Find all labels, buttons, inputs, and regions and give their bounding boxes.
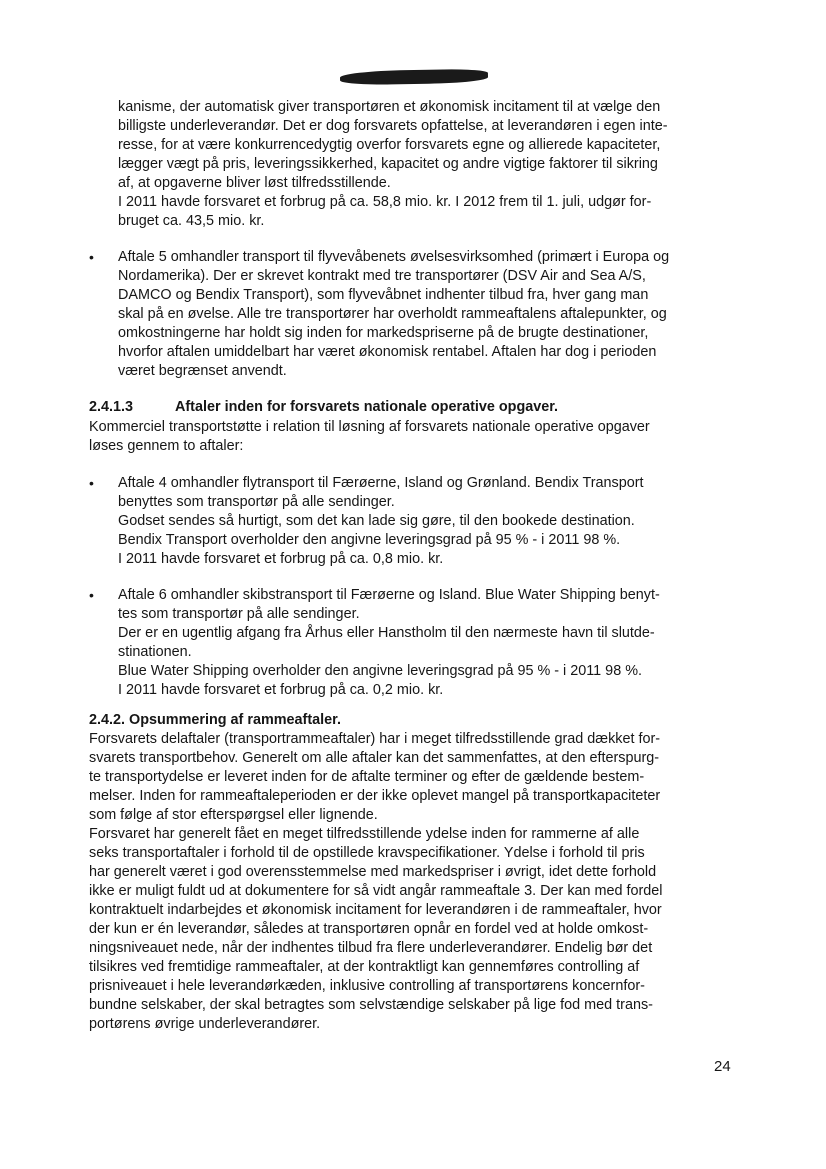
text-line: tes som transportør på alle sendinger. bbox=[118, 606, 360, 622]
page-number: 24 bbox=[714, 1058, 731, 1075]
text-line: Bendix Transport overholder den angivne leveringsgrad på 95 % - i 2011 98 %. bbox=[118, 532, 621, 548]
text-line: prisniveauet i hele leverandørkæden, inklusive controlling af transportørens koncernfor- bbox=[89, 978, 645, 994]
text-line: hvorfor aftalen umiddelbart har været økonomisk rentabel. Aftalen har dog i perioden bbox=[118, 344, 657, 360]
text-line: portørens øvrige underleverandører. bbox=[89, 1016, 321, 1032]
text-line: ikke er muligt fuldt ud at dokumentere for så vidt angår rammeaftale 3. Der kan med fordel bbox=[89, 883, 663, 899]
bullet-marker: • bbox=[89, 587, 94, 603]
text-line: Aftale 5 omhandler transport til flyvevåbenets øvelsesvirksomhed (primært i Europa og bbox=[118, 249, 670, 265]
text-line: bruget ca. 43,5 mio. kr. bbox=[118, 213, 265, 229]
text-line: ningsniveauet nede, når der indhentes tilbud fra flere underleverandører. Endelig bør det bbox=[89, 940, 653, 956]
text-line: kanisme, der automatisk giver transportøren et økonomisk incitament til at vælge den bbox=[118, 99, 661, 115]
text-line: Der er en ugentlig afgang fra Århus eller Hanstholm til den nærmeste havn til slutde- bbox=[118, 625, 655, 641]
text-line: Aftale 4 omhandler flytransport til Færøerne, Island og Grønland. Bendix Transport bbox=[118, 475, 644, 491]
text-line: tilsikres ved fremtidige rammeaftaler, at der kontraktligt kan gennemføres controlling af bbox=[89, 959, 640, 975]
text-line: været begrænset anvendt. bbox=[118, 363, 287, 379]
text-line: stinationen. bbox=[118, 644, 192, 660]
text-line: som følge af stor efterspørgsel eller lignende. bbox=[89, 807, 378, 823]
bullet-marker: • bbox=[89, 249, 94, 265]
text-line: DAMCO og Bendix Transport), som flyvevåbnet indhenter tilbud fra, hver gang man bbox=[118, 287, 649, 303]
text-line: svarets transportbehov. Generelt om alle aftaler kan det sammenfattes, at den efterspurg- bbox=[89, 750, 660, 766]
text-line: skal på en øvelse. Alle tre transportører har overholdt rammeaftalens aftalepunkter, og bbox=[118, 306, 667, 322]
text-line: der kun er én leverandør, således at transportøren opnår en fordel ved at holde omkost- bbox=[89, 921, 649, 937]
redaction-mark bbox=[340, 69, 488, 86]
section-heading: 2.4.2. Opsummering af rammeaftaler. bbox=[89, 712, 341, 728]
text-line: te transportydelse er leveret inden for de aftalte terminer og efter de gældende bestem- bbox=[89, 769, 645, 785]
text-line: Forsvaret har generelt fået en meget tilfredsstillende ydelse inden for rammerne af alle bbox=[89, 826, 640, 842]
text-line: Blue Water Shipping overholder den angivne leveringsgrad på 95 % - i 2011 98 %. bbox=[118, 663, 642, 679]
text-line: løses gennem to aftaler: bbox=[89, 438, 244, 454]
section-title: Aftaler inden for forsvarets nationale operative opgaver. bbox=[175, 399, 559, 415]
text-line: seks transportaftaler i forhold til de opstillede kravspecifikationer. Ydelse i forhold til pris bbox=[89, 845, 645, 861]
text-line: lægger vægt på pris, leveringssikkerhed, kapacitet og andre vigtige faktorer til sikring bbox=[118, 156, 658, 172]
text-line: resse, for at være konkurrencedygtig overfor forsvarets egne og allierede kapaciteter, bbox=[118, 137, 661, 153]
text-line: Godset sendes så hurtigt, som det kan lade sig gøre, til den bookede destination. bbox=[118, 513, 635, 529]
text-line: I 2011 havde forsvaret et forbrug på ca. 0,8 mio. kr. bbox=[118, 551, 444, 567]
section-number: 2.4.1.3 bbox=[89, 399, 134, 415]
text-line: omkostningerne har holdt sig inden for markedspriserne på de brugte destinationer, bbox=[118, 325, 649, 341]
text-line: Nordamerika). Der er skrevet kontrakt med tre transportører (DSV Air and Sea A/S, bbox=[118, 268, 646, 284]
text-line: kontraktuelt indarbejdes et økonomisk incitament for leverandøren i de rammeaftaler, hvor bbox=[89, 902, 662, 918]
text-line: billigste underleverandør. Det er dog forsvarets opfattelse, at leverandøren i egen inte- bbox=[118, 118, 668, 134]
text-line: I 2011 havde forsvaret et forbrug på ca. 0,2 mio. kr. bbox=[118, 682, 444, 698]
text-line: har generelt været i god overensstemmelse med markedspriser i øvrigt, idet dette forhold bbox=[89, 864, 657, 880]
text-line: bundne selskaber, der skal betragtes som selvstændige selskaber på lige fod med trans- bbox=[89, 997, 653, 1013]
bullet-marker: • bbox=[89, 475, 94, 491]
text-line: Kommerciel transportstøtte i relation til løsning af forsvarets nationale operative opgaver bbox=[89, 419, 650, 435]
text-line: Forsvarets delaftaler (transportrammeaftaler) har i meget tilfredsstillende grad dækket for- bbox=[89, 731, 661, 747]
text-line: melser. Inden for rammeaftaleperioden er der ikke oplevet mangel på transportkapaciteter bbox=[89, 788, 661, 804]
text-line: benyttes som transportør på alle sendinger. bbox=[118, 494, 395, 510]
text-line: I 2011 havde forsvaret et forbrug på ca. 58,8 mio. kr. I 2012 frem til 1. juli, udgør for- bbox=[118, 194, 652, 210]
text-line: Aftale 6 omhandler skibstransport til Færøerne og Island. Blue Water Shipping benyt- bbox=[118, 587, 660, 603]
text-line: af, at opgaverne bliver løst tilfredsstillende. bbox=[118, 175, 391, 191]
